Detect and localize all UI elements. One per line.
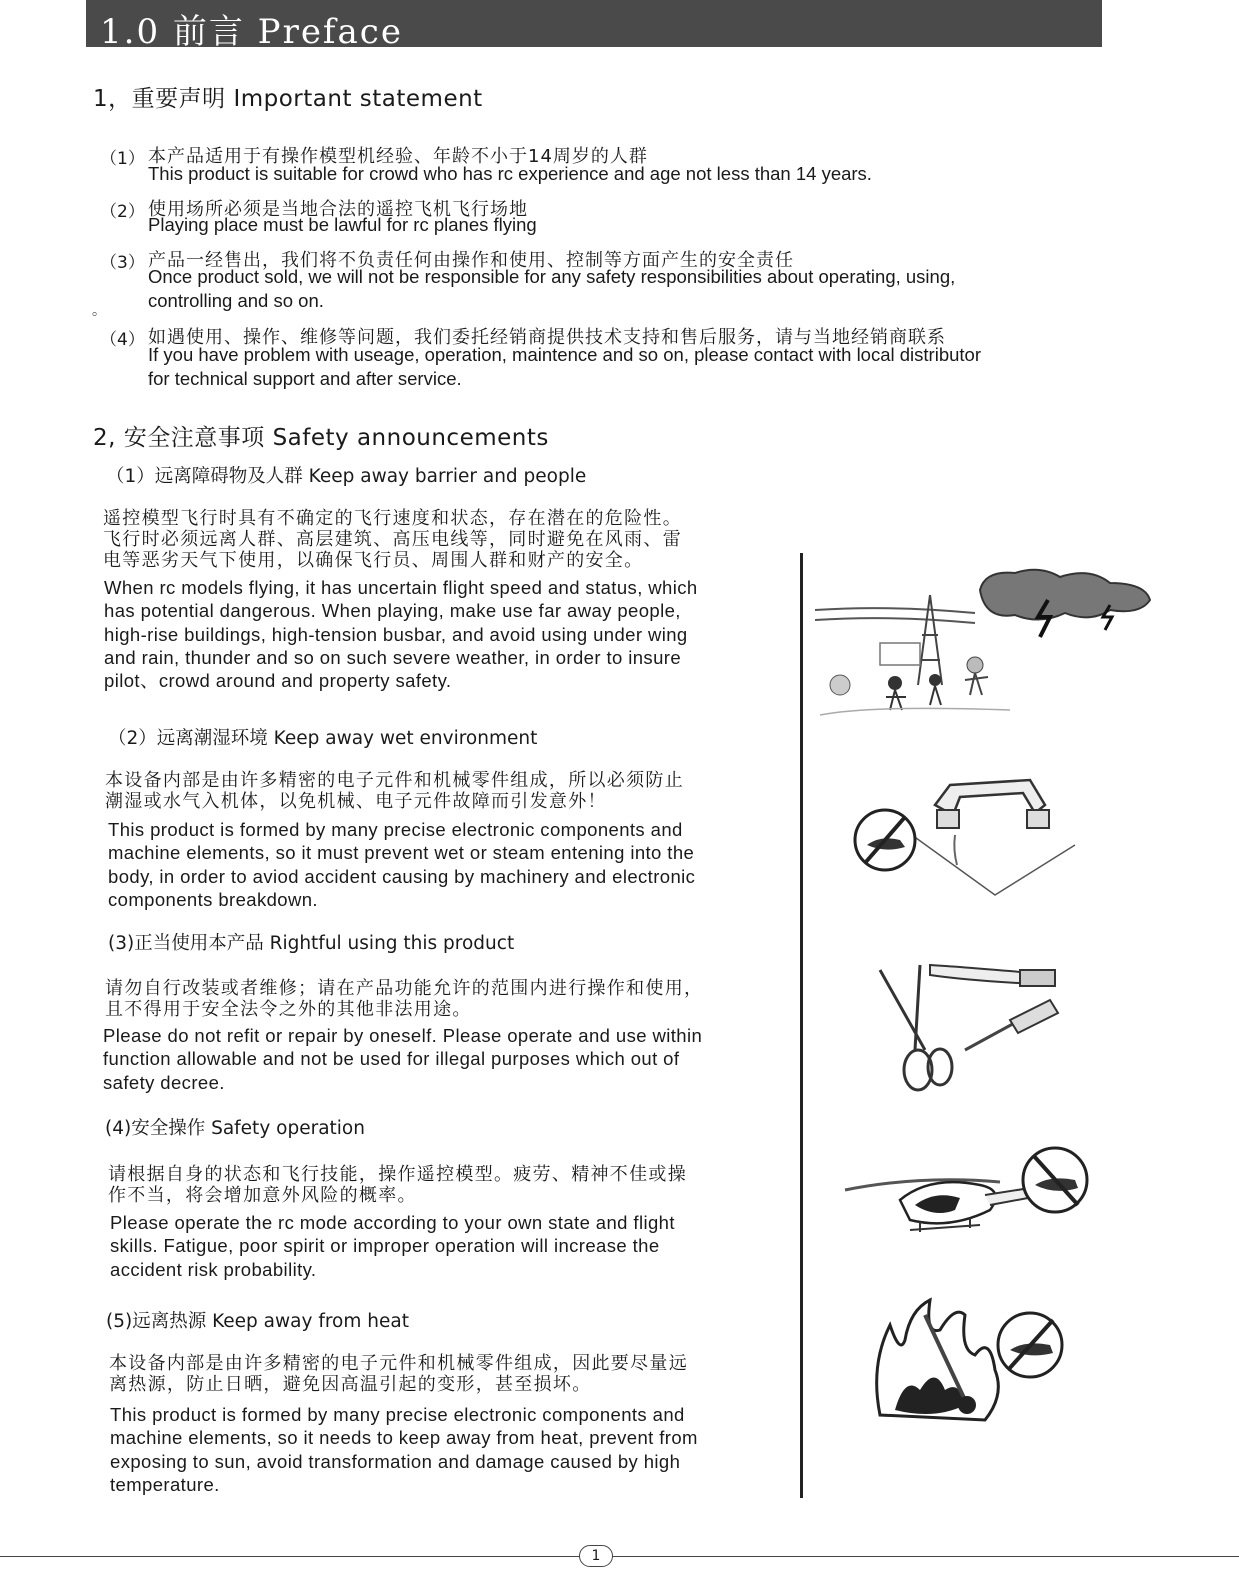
- sub-3-zh: [105, 978, 703, 1020]
- sub-2-zh: [105, 770, 684, 812]
- tools-illustration: [870, 955, 1070, 1095]
- sub-5-zh-line: 本设备内部是由许多精密的电子元件和机械零件组成，因此要尽量远: [109, 1353, 688, 1374]
- sub-4-zh-line: 作不当，将会增加意外风险的概率。: [108, 1185, 417, 1206]
- sub-3-title: (3)正当使用本产品 Rightful using this product: [108, 933, 515, 954]
- sub-2-en-line: machine elements, so it must prevent wet or steam entening into the: [108, 842, 695, 864]
- sub-3-en-line: safety decree.: [103, 1071, 225, 1093]
- sub-4-en-line: skills. Fatigue, poor spirit or improper operation will increase the: [110, 1235, 660, 1257]
- helicopter-illustration: [840, 1140, 1100, 1260]
- sub-4-en-line: Please operate the rc mode according to your own state and flight: [110, 1212, 675, 1233]
- item-1-en: This product is suitable for crowd who has rc experience and age not less than 14 years.: [148, 163, 872, 184]
- item-3-zh: 产品一经售出，我们将不负责任何由操作和使用、控制等方面产生的安全责任: [148, 250, 794, 271]
- sub-2-en-line: This product is formed by many precise electronic components and: [108, 819, 683, 840]
- sub-1-en-line: and rain, thunder and so on such severe weather, in order to insure: [104, 646, 682, 668]
- sub-5-zh: [109, 1353, 688, 1395]
- sub-4-zh: [108, 1164, 687, 1206]
- sub-4-en-line: accident risk probability.: [110, 1258, 317, 1280]
- sub-4-zh-line: 请根据自身的状态和飞行技能，操作遥控模型。疲劳、精神不佳或操: [108, 1164, 687, 1185]
- sub-3-en-line: function allowable and not be used for illegal purposes which out of: [103, 1048, 680, 1070]
- sub-3-zh-line: 且不得用于安全法令之外的其他非法用途。: [105, 999, 472, 1020]
- sub-5-title: (5)远离热源 Keep away from heat: [106, 1311, 409, 1332]
- sub-1-en-line: high-rise buildings, high-tension busbar, and avoid using under wing: [104, 623, 688, 645]
- item-4-number: （4）: [100, 330, 145, 350]
- sub-2-en-line: components breakdown.: [108, 888, 318, 910]
- section-2-title: 2, 安全注意事项 Safety announcements: [93, 425, 549, 451]
- page-number: 1: [579, 1545, 613, 1567]
- item-3-en-line2: controlling and so on.: [148, 290, 324, 311]
- item-2-number: （2）: [100, 202, 145, 222]
- sub-1-title: （1）远离障碍物及人群 Keep away barrier and people: [106, 466, 587, 487]
- sub-2-en-line: body, in order to aviod accident causing by machinery and electronic: [108, 865, 696, 887]
- item-4-en-line1: If you have problem with useage, operation, maintence and so on, please contact with local distributor: [148, 344, 981, 365]
- sub-2-zh-line: 潮湿或水气入机体，以免机械、电子元件故障而引发意外！: [105, 791, 607, 812]
- sub-4-title: (4)安全操作 Safety operation: [105, 1118, 365, 1139]
- sub-5-en-line: temperature.: [110, 1473, 220, 1495]
- sub-1-zh-line: 飞行时必须远离人群、高层建筑、高压电线等，同时避免在风雨、雷: [103, 529, 682, 550]
- sub-1-zh-line: 电等恶劣天气下使用，以确保飞行员、周围人群和财产的安全。: [103, 550, 644, 571]
- sub-5-zh-line: 离热源，防止日晒，避免因高温引起的变形，甚至损坏。: [109, 1374, 592, 1395]
- header-bar: [86, 0, 1102, 52]
- wet-environment-illustration: [845, 755, 1095, 900]
- item-3-number: （3）: [100, 253, 145, 273]
- sub-2-zh-line: 本设备内部是由许多精密的电子元件和机械零件组成，所以必须防止: [105, 770, 684, 791]
- sub-1-en: [104, 576, 698, 692]
- sub-3-en: [103, 1024, 702, 1094]
- item-1-number: （1）: [100, 149, 145, 169]
- sub-1-en-line: pilot、crowd around and property safety.: [104, 670, 452, 692]
- sub-2-en: [108, 818, 695, 911]
- item-4-en-line2: for technical support and after service.: [148, 368, 462, 389]
- item-4-zh: 如遇使用、操作、维修等问题，我们委托经销商提供技术支持和售后服务，请与当地经销商联系: [148, 327, 946, 348]
- sub-1-en-line: has potential dangerous. When playing, make use far away people,: [104, 600, 681, 622]
- item-2-en: Playing place must be lawful for rc planes flying: [148, 214, 537, 235]
- sub-1-zh: [103, 508, 682, 571]
- sub-3-en-line: Please do not refit or repair by oneself. Please operate and use within: [103, 1025, 703, 1046]
- sub-5-en: [110, 1403, 698, 1496]
- sub-5-en-line: exposing to sun, avoid transformation and damage caused by high: [110, 1450, 681, 1472]
- item-1-zh: 本产品适用于有操作模型机经验、年龄不小于14周岁的人群: [148, 146, 648, 167]
- heat-illustration: [865, 1295, 1075, 1430]
- item-3-en-line1: Once product sold, we will not be responsible for any safety responsibilities about operating, using,: [148, 266, 956, 287]
- page-title: 1.0 前言 Preface: [100, 12, 403, 52]
- sub-3-zh-line: 请勿自行改装或者维修；请在产品功能允许的范围内进行操作和使用，: [105, 978, 704, 999]
- sub-5-en-line: This product is formed by many precise electronic components and: [110, 1404, 685, 1425]
- sub-1-zh-line: 遥控模型飞行时具有不确定的飞行速度和状态，存在潜在的危险性。: [103, 508, 682, 529]
- footer-line: [0, 1556, 1239, 1557]
- column-divider: [800, 553, 803, 1498]
- sub-2-title: （2）远离潮湿环境 Keep away wet environment: [108, 728, 538, 749]
- sub-1-en-line: When rc models flying, it has uncertain flight speed and status, which: [104, 577, 698, 598]
- sub-4-en: [110, 1211, 675, 1281]
- item-2-zh: 使用场所必须是当地合法的遥控飞机飞行场地: [148, 199, 528, 220]
- storm-crowd-illustration: [810, 565, 1155, 725]
- sub-5-en-line: machine elements, so it needs to keep away from heat, prevent from: [110, 1427, 698, 1449]
- section-1-title: 1，重要声明 Important statement: [93, 86, 483, 112]
- stray-mark: 。: [92, 303, 106, 319]
